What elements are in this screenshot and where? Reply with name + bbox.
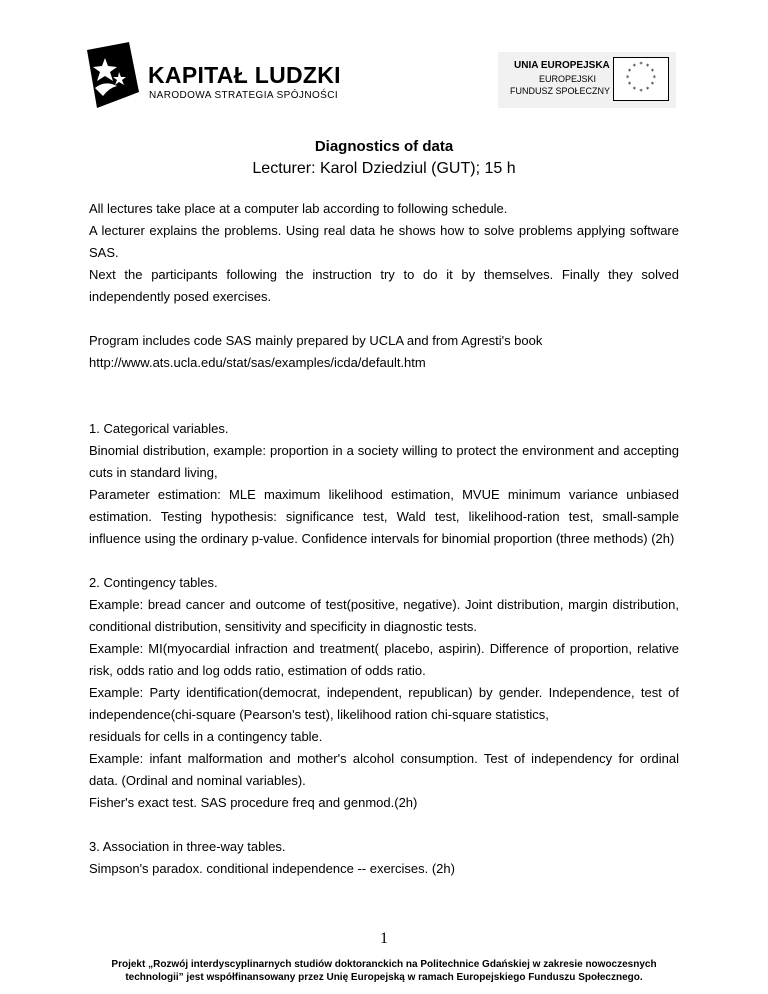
svg-text:*: * [639, 60, 643, 69]
section-2-paragraph-2: Example: MI(myocardial infraction and treatment( placebo, aspirin). Difference of proportion, relative risk, odds ratio and log odds ratio, estimation of odds ratio. [89, 641, 679, 678]
section-1-paragraph-1: Binomial distribution, example: proportion in a society willing to protect the environment and accepting cuts in standard living, [89, 443, 679, 480]
eu-line-1: UNIA EUROPEJSKA [514, 60, 610, 71]
svg-text:*: * [646, 62, 650, 71]
section-2-paragraph-5: Example: infant malformation and mother's alcohol consumption. Test of independency for ordinal data. (Ordinal and nominal variables). [89, 751, 679, 788]
section-3-paragraph-1: Simpson's paradox. conditional independence -- exercises. (2h) [89, 861, 455, 876]
section-3-heading: 3. Association in three-way tables. [89, 839, 286, 854]
document-title: Diagnostics of data [314, 138, 454, 155]
svg-text:*: * [632, 62, 636, 71]
lecturer-line: Lecturer: Karol Dziedziul (GUT); 15 h [252, 160, 516, 177]
svg-text:*: * [627, 67, 632, 76]
intro-paragraph-2: A lecturer explains the problems. Using real data he shows how to solve problems applying software SAS. [89, 223, 679, 260]
section-1-heading: 1. Categorical variables. [89, 421, 229, 436]
svg-text:*: * [650, 67, 655, 76]
kapital-ludzki-logo-icon [81, 42, 139, 108]
section-2-paragraph-1: Example: bread cancer and outcome of test(positive, negative). Joint distribution, margin distribution, conditional distribution, sensitivity and specificity in diagnostic tests. [89, 597, 679, 634]
svg-text:*: * [639, 87, 643, 96]
section-2-heading: 2. Contingency tables. [89, 575, 218, 590]
intro-paragraph-3: Next the participants following the instruction try to do it by themselves. Finally they solved independently posed exercises. [89, 267, 679, 304]
section-2-paragraph-6: Fisher's exact test. SAS procedure freq and genmod.(2h) [89, 795, 418, 810]
kapital-ludzki-title: KAPITAŁ LUDZKI [148, 62, 341, 88]
svg-text:*: * [646, 85, 650, 94]
svg-text:*: * [652, 73, 657, 82]
svg-text:*: * [650, 80, 655, 89]
reference-url: http://www.ats.ucla.edu/stat/sas/examples/icda/default.htm [89, 355, 426, 370]
intro-paragraph-1: All lectures take place at a computer lab according to following schedule. [89, 201, 508, 216]
eu-line-3: FUNDUSZ SPOŁECZNY [510, 86, 611, 96]
kapital-ludzki-subtitle: NARODOWA STRATEGIA SPÓJNOŚCI [149, 90, 339, 101]
section-1-paragraph-2: Parameter estimation: MLE maximum likelihood estimation, MVUE minimum variance unbiased estimation. Testing hypothesis: significance test, Wald test, likelihood-ration test, small-sample influence using the ordinary p-value. Confidence intervals for binomial proportion (three methods) (2h) [89, 487, 679, 546]
footer-line-1: Projekt „Rozwój interdyscyplinarnych studiów doktoranckich na Politechnice Gdańskiej w zakresie nowoczesnych [111, 959, 657, 970]
eu-flag-icon [613, 57, 669, 101]
section-2-paragraph-3: Example: Party identification(democrat, independent, republican) by gender. Independence, test of independence(chi-square (Pearson's test), likelihood ration chi-square statistics, [89, 685, 679, 722]
svg-text:*: * [632, 85, 636, 94]
intro-paragraph-4: Program includes code SAS mainly prepared by UCLA and from Agresti's book [89, 333, 543, 348]
svg-text:*: * [627, 80, 632, 89]
page-number: 1 [380, 930, 388, 947]
document-body [89, 198, 679, 880]
eu-line-2: EUROPEJSKI [539, 74, 597, 84]
svg-text:*: * [625, 73, 630, 82]
project-footer [80, 958, 688, 984]
section-2-paragraph-4: residuals for cells in a contingency table. [89, 729, 323, 744]
footer-line-2: technologii” jest współfinansowany przez Unię Europejską w ramach Europejskiego Funduszu Społecznego. [125, 972, 643, 983]
